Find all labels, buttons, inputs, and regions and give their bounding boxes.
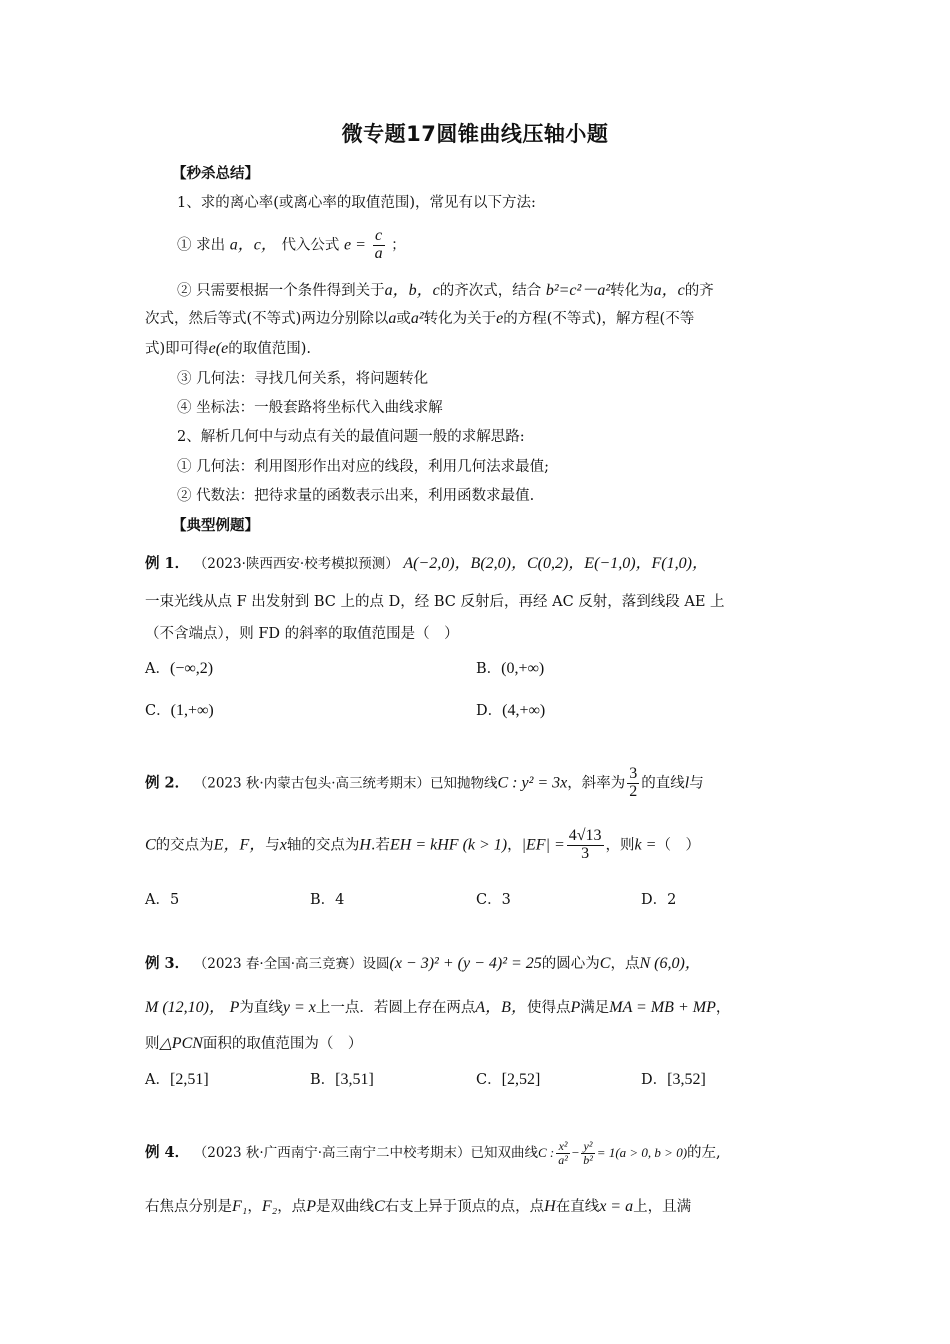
text: 上，且满 <box>633 1199 692 1215</box>
math: k = <box>634 836 657 854</box>
ex3-line-1 <box>145 950 701 973</box>
math: F₂ <box>261 1198 278 1215</box>
ex2-line-2 <box>145 828 700 863</box>
option-label: D． <box>476 703 503 719</box>
text: ，点 <box>610 956 640 972</box>
math: a² <box>410 310 424 327</box>
fraction-denominator: 2 <box>629 782 638 800</box>
math: a，c <box>653 282 685 299</box>
option-label: C． <box>476 1072 502 1088</box>
text: 的齐次式，结合 <box>439 283 542 299</box>
geo-method: ① 几何法：利用图形作出对应的线段，利用几何法求最值; <box>177 459 549 475</box>
ex2-option-d[interactable]: D．2 <box>641 892 677 908</box>
fraction-denominator: a² <box>558 1152 568 1167</box>
math: P <box>570 999 581 1016</box>
text: 的方程(不等式)，解方程(不等 <box>503 311 695 327</box>
ex1-points: A(−2,0)，B(2,0)，C(0,2)，E(−1,0)，F(1,0)， <box>403 555 708 572</box>
ex4-line-1 <box>145 1140 721 1166</box>
method-1-end: ； <box>391 237 406 254</box>
math: M (12,10)， <box>145 999 225 1016</box>
text: 的左, <box>687 1145 721 1162</box>
method-1 <box>177 228 406 263</box>
text: 次式，然后等式(不等式)两边分别除以 <box>145 311 389 327</box>
text: 使得点 <box>526 1000 571 1016</box>
fraction-numerator: x² <box>556 1140 570 1154</box>
option-value: [3,51] <box>335 1071 374 1088</box>
method-2-line-3 <box>145 337 311 358</box>
text: 的直线 <box>641 775 685 792</box>
ex2-option-b[interactable]: B．4 <box>310 892 345 908</box>
ex1-option-a[interactable] <box>145 657 213 678</box>
math: △PCN <box>159 1035 203 1052</box>
ex1-line-2: 一束光线从点 F 出发射到 BC 上的点 D，经 BC 反射后，再经 AC 反射，落到线段 AE 上 <box>145 594 725 610</box>
option-value: (−∞,2) <box>169 660 214 677</box>
option-label: B． <box>310 1072 336 1088</box>
math: H <box>544 1198 556 1215</box>
math: N (6,0)， <box>639 955 701 972</box>
ex3-option-c[interactable] <box>476 1068 540 1089</box>
text: 的取值范围). <box>228 341 311 357</box>
ex1-line-1 <box>145 550 708 573</box>
ex4-label: 例 4． <box>145 1144 190 1162</box>
text: 与 <box>689 775 704 792</box>
fraction-denominator: a <box>374 244 383 262</box>
math: e(e <box>208 340 229 357</box>
math: P <box>229 999 240 1016</box>
fraction-numerator: 3 <box>629 765 638 782</box>
text: 或 <box>396 311 411 327</box>
option-value: [2,52] <box>501 1071 541 1088</box>
fraction-numerator: y² <box>581 1140 595 1154</box>
text: ，则 <box>605 837 635 854</box>
ex4-x-fraction <box>556 1140 570 1166</box>
text: 式)即可得 <box>145 341 209 357</box>
math: y = x <box>282 999 316 1016</box>
method-1-vars: a，c， <box>229 236 277 254</box>
fraction-denominator: 3 <box>581 844 590 862</box>
text: （ ） <box>656 837 700 854</box>
text: ，点 <box>277 1199 307 1215</box>
ex4-source: （2023 秋·广西南宁·高三南宁二中校考期末）已知双曲线 <box>193 1145 538 1162</box>
ex3-label: 例 3． <box>145 955 190 972</box>
text: ，斜率为 <box>567 775 626 792</box>
method-2-line-2 <box>145 307 694 328</box>
ex4-line-2 <box>145 1195 691 1216</box>
math: P <box>306 1198 316 1215</box>
ex1-label: 例 1． <box>145 555 190 572</box>
math: a <box>388 310 397 327</box>
ex3-circle: (x − 3)² + (y − 4)² = 25 <box>389 955 542 972</box>
text: 在直线 <box>555 1199 600 1215</box>
option-label: A． <box>145 661 170 677</box>
ex3-option-b[interactable] <box>310 1068 374 1089</box>
math: H <box>359 836 371 854</box>
math: MA = MB + MP <box>609 999 716 1016</box>
ex2-slope-fraction <box>627 766 639 801</box>
option-value: (0,+∞) <box>501 660 545 677</box>
option-label: D． <box>641 1072 668 1088</box>
math: A，B， <box>475 999 527 1016</box>
text: ， <box>507 837 522 854</box>
text: ② 只需要根据一个条件得到关于 <box>177 283 385 299</box>
text: 的交点为 <box>155 837 214 854</box>
ex2-option-c[interactable]: C．3 <box>476 892 511 908</box>
math: b²=c²－a² <box>545 282 611 299</box>
option-value: [2,51] <box>169 1071 209 1088</box>
ex1-option-b[interactable] <box>476 657 544 678</box>
option-value: (1,+∞) <box>170 702 214 719</box>
math: x <box>279 836 287 854</box>
math: − <box>571 1145 580 1161</box>
math: a，b，c <box>384 282 440 299</box>
ex3-line-2 <box>145 994 730 1017</box>
text: 与 <box>265 837 280 854</box>
page-title: 微专题17圆锥曲线压轴小题 <box>341 122 609 146</box>
method-2-line-1 <box>177 277 714 300</box>
summary-line-1: 1、求的离心率(或离心率的取值范围)，常见有以下方法: <box>177 195 536 211</box>
math: E，F， <box>213 836 266 854</box>
fraction-denominator: b² <box>583 1152 593 1167</box>
method-1-prefix: ① 求出 <box>177 237 226 254</box>
method-3: ③ 几何法：寻找几何关系，将问题转化 <box>177 371 429 387</box>
text: 转化为关于 <box>423 311 497 327</box>
ex1-option-c[interactable] <box>145 699 214 720</box>
math: e <box>496 310 504 327</box>
math: l <box>684 774 690 792</box>
text: 右支上异于顶点的点，点 <box>384 1199 545 1215</box>
math: C <box>145 836 156 854</box>
text: 的圆心为 <box>541 956 600 972</box>
math: C <box>599 955 611 972</box>
option-label: B． <box>476 661 502 677</box>
math: x = a <box>599 1198 634 1215</box>
text: 右焦点分别是 <box>145 1199 232 1215</box>
option-value: (4,+∞) <box>502 702 546 719</box>
text: 则 <box>145 1036 160 1052</box>
text: 满足 <box>580 1000 610 1016</box>
ex2-line-1 <box>145 766 704 801</box>
text: 轴的交点为 <box>286 837 360 854</box>
alg-method: ② 代数法：把待求量的函数表示出来，利用函数求最值. <box>177 488 535 504</box>
ex2-source: （2023 秋·内蒙古包头·高三统考期末）已知抛物线 <box>193 775 498 792</box>
text: .若 <box>370 837 391 854</box>
text: 为直线 <box>239 1000 283 1016</box>
math: = 1(a > 0, b > 0) <box>596 1145 688 1161</box>
math: EH = kHF (k > 1) <box>390 836 508 854</box>
ex2-ef-fraction <box>567 828 604 863</box>
math: C : <box>537 1145 555 1161</box>
math: |EF| = <box>521 836 565 854</box>
text: ， <box>247 1199 262 1215</box>
text: 的齐 <box>684 283 714 299</box>
math: C <box>373 1198 385 1215</box>
method-4: ④ 坐标法：一般套路将坐标代入曲线求解 <box>177 400 443 416</box>
text: 上一点．若圆上存在两点 <box>315 1000 476 1016</box>
text: 是双曲线 <box>315 1199 374 1215</box>
text: 面积的取值范围为（ ） <box>202 1036 363 1052</box>
text: ， <box>715 1000 731 1016</box>
ex1-line-3: （不含端点），则 FD 的斜率的取值范围是（ ） <box>145 626 459 642</box>
ex3-source: （2023 春·全国·高三竞赛）设圆 <box>193 956 390 972</box>
ex3-option-a[interactable] <box>145 1068 209 1089</box>
method-1-mid: 代入公式 <box>281 237 340 254</box>
method-1-formula-lhs: e = <box>344 236 366 254</box>
option-value: [3,52] <box>667 1071 706 1088</box>
ex3-option-d[interactable] <box>641 1068 706 1089</box>
ex1-source: （2023·陕西西安·校考模拟预测） <box>193 556 399 572</box>
summary-heading: 【秒杀总结】 <box>172 166 259 182</box>
examples-heading: 【典型例题】 <box>172 518 259 534</box>
ex2-label: 例 2． <box>145 774 190 792</box>
ex2-curve: C : y² = 3x <box>497 774 568 792</box>
option-label: C． <box>145 703 171 719</box>
text: 转化为 <box>610 283 654 299</box>
summary-line-2: 2、解析几何中与动点有关的最值问题一般的求解思路: <box>177 429 525 445</box>
method-1-fraction <box>373 228 385 263</box>
ex1-option-d[interactable] <box>476 699 545 720</box>
ex4-y-fraction <box>581 1140 595 1166</box>
fraction-numerator: c <box>373 228 385 246</box>
math: F₁ <box>232 1198 248 1215</box>
fraction-numerator: 4√13 <box>568 827 602 844</box>
option-label: A． <box>145 1072 170 1088</box>
ex3-line-3 <box>145 1032 362 1053</box>
ex2-option-a[interactable]: A．5 <box>145 892 180 908</box>
